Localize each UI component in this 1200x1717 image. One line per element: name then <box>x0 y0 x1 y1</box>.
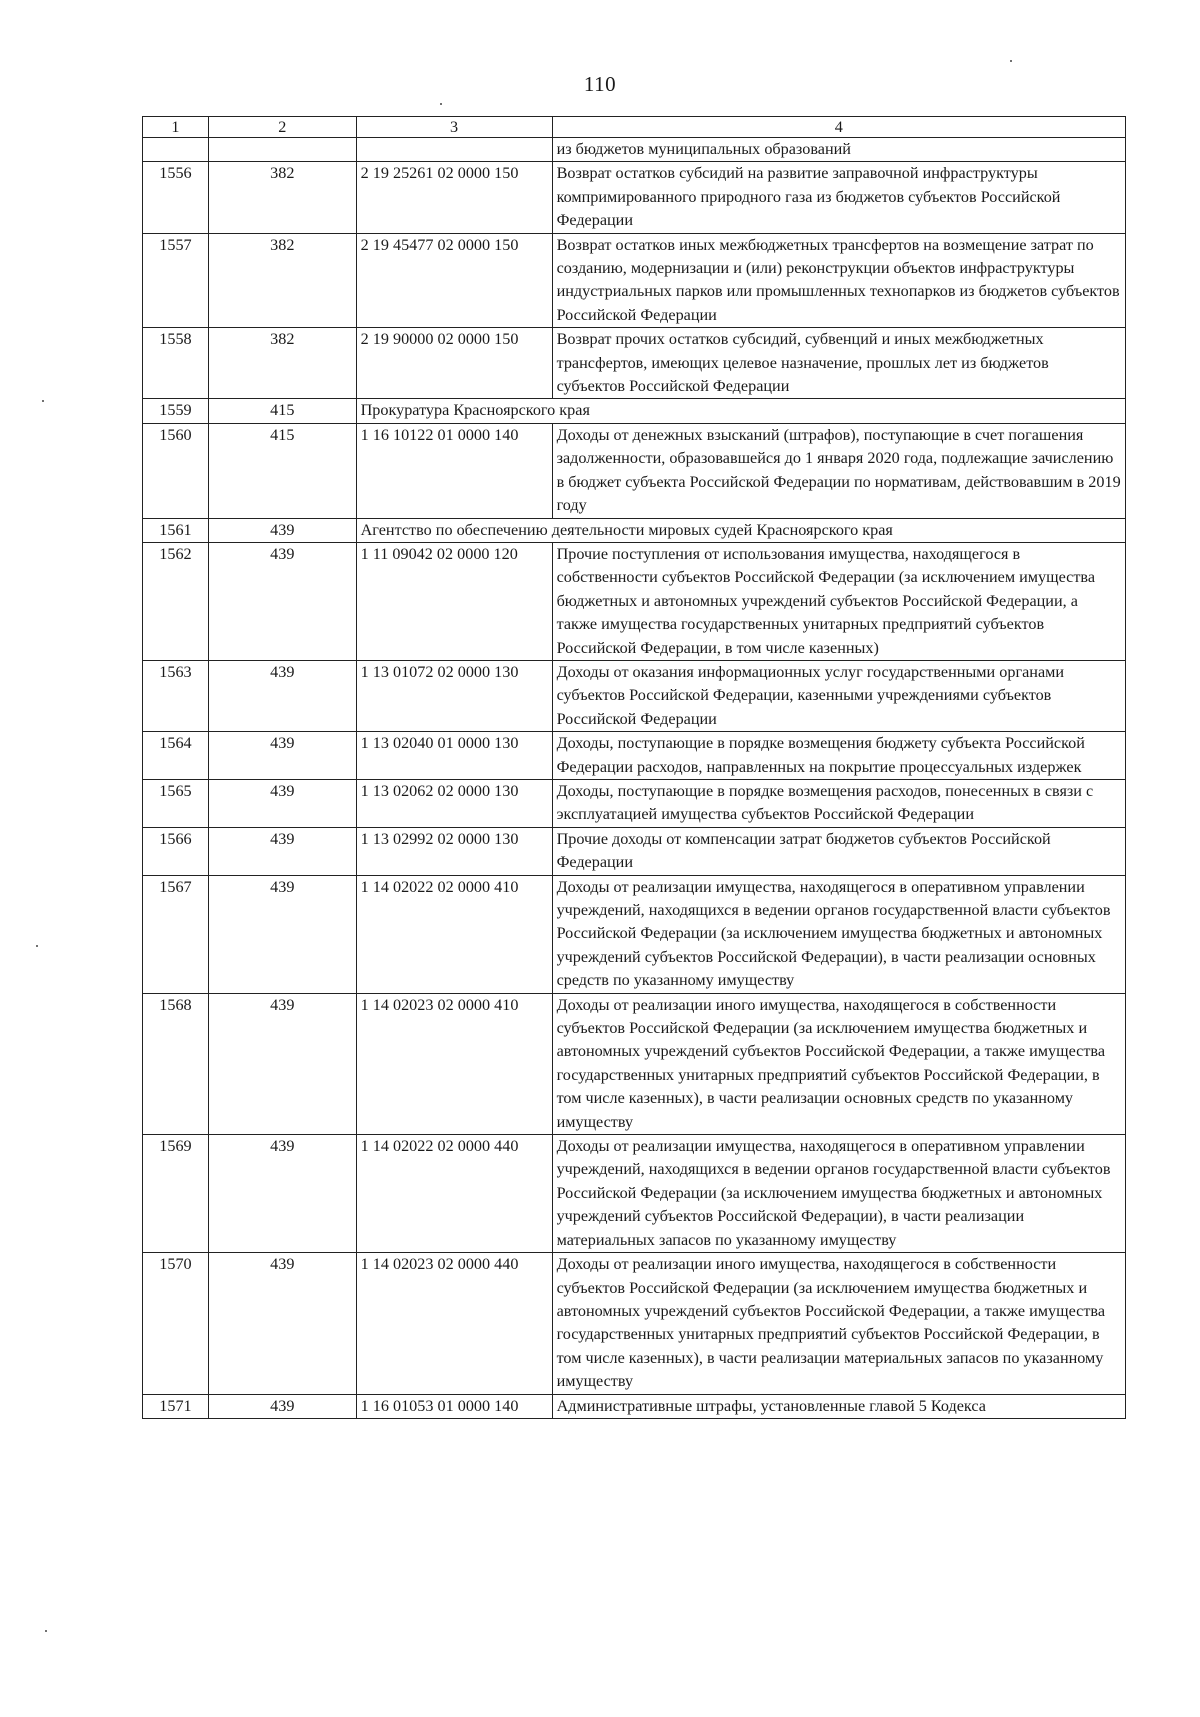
admin-code: 382 <box>208 233 356 328</box>
revenue-codes-table <box>142 116 1126 1419</box>
budget-classification-code: 1 13 02992 02 0000 130 <box>356 827 552 875</box>
table-row <box>143 660 1126 731</box>
table-row <box>143 993 1126 1134</box>
row-number: 1567 <box>143 875 209 993</box>
row-number: 1557 <box>143 233 209 328</box>
table-header-row <box>143 117 1126 138</box>
row-number: 1556 <box>143 162 209 233</box>
admin-code: 439 <box>208 993 356 1134</box>
empty-cell <box>208 138 356 162</box>
revenue-description: Доходы от денежных взысканий (штрафов), поступающие в счет погашения задолженности, образовавшейся до 1 января 2020 года, подлежащие зачислению в бюджет субъекта Российской Федерации по нормативам, действовавшим в 2019 году <box>552 423 1125 518</box>
column-header-3: 3 <box>356 117 552 138</box>
scan-speck <box>36 945 38 947</box>
empty-cell <box>143 138 209 162</box>
table-row <box>143 1253 1126 1394</box>
table-row <box>143 423 1126 518</box>
section-title: Агентство по обеспечению деятельности мировых судей Красноярского края <box>356 518 1125 542</box>
section-title: Прокуратура Красноярского края <box>356 399 1125 423</box>
row-number: 1564 <box>143 732 209 780</box>
admin-code: 439 <box>208 542 356 660</box>
table-row <box>143 518 1126 542</box>
row-number: 1562 <box>143 542 209 660</box>
budget-classification-code: 2 19 45477 02 0000 150 <box>356 233 552 328</box>
scan-speck <box>42 400 44 402</box>
row-number: 1563 <box>143 660 209 731</box>
revenue-description: Возврат остатков субсидий на развитие заправочной инфраструктуры компримированного природного газа из бюджетов субъектов Российской Федерации <box>552 162 1125 233</box>
admin-code: 439 <box>208 1253 356 1394</box>
row-number: 1566 <box>143 827 209 875</box>
table-row <box>143 732 1126 780</box>
admin-code: 439 <box>208 1394 356 1418</box>
admin-code: 439 <box>208 660 356 731</box>
admin-code: 382 <box>208 328 356 399</box>
row-number: 1565 <box>143 779 209 827</box>
table-row <box>143 162 1126 233</box>
scan-speck <box>440 103 442 105</box>
budget-classification-code: 1 16 10122 01 0000 140 <box>356 423 552 518</box>
row-number: 1559 <box>143 399 209 423</box>
table-row <box>143 542 1126 660</box>
revenue-description: Доходы, поступающие в порядке возмещения расходов, понесенных в связи с эксплуатацией имущества субъектов Российской Федерации <box>552 779 1125 827</box>
budget-classification-code: 1 16 01053 01 0000 140 <box>356 1394 552 1418</box>
column-header-1: 1 <box>143 117 209 138</box>
revenue-description: Доходы от оказания информационных услуг государственными органами субъектов Российской Федерации, казенными учреждениями субъектов Российской Федерации <box>552 660 1125 731</box>
table-row <box>143 779 1126 827</box>
table-row <box>143 399 1126 423</box>
column-header-4: 4 <box>552 117 1125 138</box>
revenue-description: Доходы, поступающие в порядке возмещения бюджету субъекта Российской Федерации расходов, направленных на покрытие процессуальных издержек <box>552 732 1125 780</box>
revenue-description: Административные штрафы, установленные главой 5 Кодекса <box>552 1394 1125 1418</box>
table-row <box>143 1394 1126 1418</box>
budget-classification-code: 1 14 02022 02 0000 440 <box>356 1135 552 1253</box>
revenue-description: Прочие доходы от компенсации затрат бюджетов субъектов Российской Федерации <box>552 827 1125 875</box>
admin-code: 439 <box>208 1135 356 1253</box>
budget-classification-code: 1 14 02023 02 0000 410 <box>356 993 552 1134</box>
column-header-2: 2 <box>208 117 356 138</box>
revenue-description: Возврат прочих остатков субсидий, субвенций и иных межбюджетных трансфертов, имеющих целевое назначение, прошлых лет из бюджетов субъектов Российской Федерации <box>552 328 1125 399</box>
table-row <box>143 1135 1126 1253</box>
continuation-text: из бюджетов муниципальных образований <box>552 138 1125 162</box>
budget-classification-code: 2 19 90000 02 0000 150 <box>356 328 552 399</box>
budget-classification-code: 2 19 25261 02 0000 150 <box>356 162 552 233</box>
scan-speck <box>45 1630 47 1632</box>
table-row <box>143 875 1126 993</box>
row-number: 1569 <box>143 1135 209 1253</box>
revenue-description: Доходы от реализации имущества, находящегося в оперативном управлении учреждений, находящихся в ведении органов государственной власти субъектов Российской Федерации (за исключением имущества бюджетных и автономных учреждений субъектов Российской Федерации), в части реализации материальных запасов по указанному имуществу <box>552 1135 1125 1253</box>
admin-code: 415 <box>208 399 356 423</box>
row-number: 1568 <box>143 993 209 1134</box>
budget-classification-code: 1 14 02023 02 0000 440 <box>356 1253 552 1394</box>
table-row <box>143 328 1126 399</box>
row-number: 1561 <box>143 518 209 542</box>
empty-cell <box>356 138 552 162</box>
budget-classification-code: 1 11 09042 02 0000 120 <box>356 542 552 660</box>
admin-code: 439 <box>208 827 356 875</box>
revenue-description: Доходы от реализации иного имущества, находящегося в собственности субъектов Российской Федерации (за исключением имущества бюджетных и автономных учреждений субъектов Российской Федерации, а также имущества государственных унитарных предприятий субъектов Российской Федерации, в том числе казенных), в части реализации материальных запасов по указанному имуществу <box>552 1253 1125 1394</box>
revenue-description: Возврат остатков иных межбюджетных трансфертов на возмещение затрат по созданию, модернизации и (или) реконструкции объектов инфраструктуры индустриальных парков или промышленных технопарков из бюджетов субъектов Российской Федерации <box>552 233 1125 328</box>
admin-code: 415 <box>208 423 356 518</box>
budget-classification-code: 1 13 02040 01 0000 130 <box>356 732 552 780</box>
table-row <box>143 233 1126 328</box>
row-number: 1571 <box>143 1394 209 1418</box>
scan-speck <box>1010 60 1012 62</box>
row-number: 1560 <box>143 423 209 518</box>
budget-classification-code: 1 13 01072 02 0000 130 <box>356 660 552 731</box>
table-row <box>143 827 1126 875</box>
admin-code: 439 <box>208 779 356 827</box>
row-number: 1570 <box>143 1253 209 1394</box>
admin-code: 439 <box>208 518 356 542</box>
budget-classification-code: 1 13 02062 02 0000 130 <box>356 779 552 827</box>
budget-classification-code: 1 14 02022 02 0000 410 <box>356 875 552 993</box>
revenue-description: Доходы от реализации имущества, находящегося в оперативном управлении учреждений, находящихся в ведении органов государственной власти субъектов Российской Федерации (за исключением имущества бюджетных и автономных учреждений субъектов Российской Федерации), в части реализации основных средств по указанному имуществу <box>552 875 1125 993</box>
revenue-description: Доходы от реализации иного имущества, находящегося в собственности субъектов Российской Федерации (за исключением имущества бюджетных и автономных учреждений субъектов Российской Федерации, а также имущества государственных унитарных предприятий субъектов Российской Федерации, в том числе казенных), в части реализации основных средств по указанному имуществу <box>552 993 1125 1134</box>
continuation-row <box>143 138 1126 162</box>
admin-code: 439 <box>208 732 356 780</box>
admin-code: 439 <box>208 875 356 993</box>
row-number: 1558 <box>143 328 209 399</box>
page-number: 110 <box>583 72 617 96</box>
revenue-description: Прочие поступления от использования имущества, находящегося в собственности субъектов Российской Федерации (за исключением имущества бюджетных и автономных учреждений субъектов Российской Федерации, а также имущества государственных унитарных предприятий субъектов Российской Федерации, в том числе казенных) <box>552 542 1125 660</box>
admin-code: 382 <box>208 162 356 233</box>
